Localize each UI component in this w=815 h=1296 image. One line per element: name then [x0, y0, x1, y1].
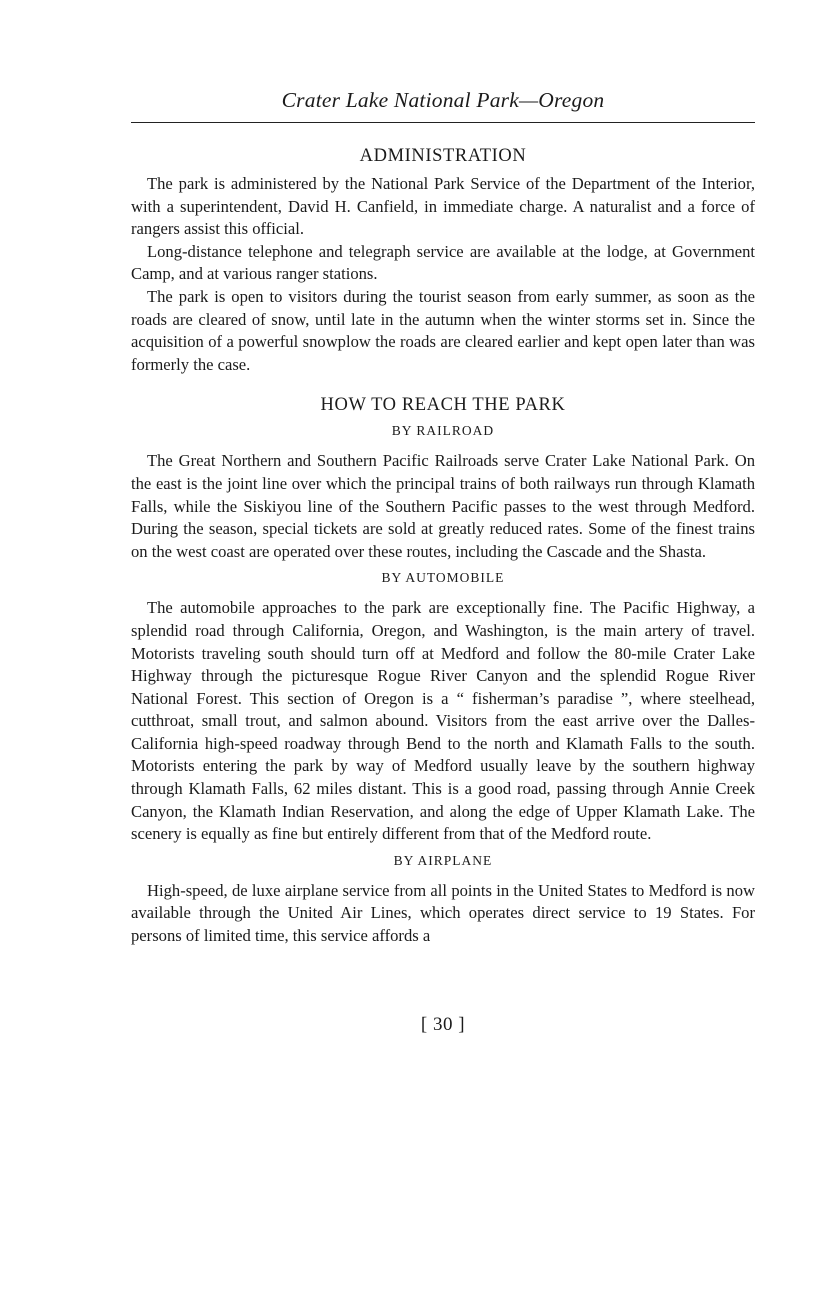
administration-paragraph-3: The park is open to visitors during the tourist season from early summer, as soon as the roads are cleared of snow, until late in the autumn when the winter storms set in. Since the acquisition of a powerful snowplow the roads are cleared earlier and kept open later than was formerly the case.: [131, 286, 755, 374]
header-rule: [131, 122, 755, 123]
administration-paragraph-1: The park is administered by the National Park Service of the Department of the Interior, with a superintendent, David H. Canfield, in immediate charge. A naturalist and a force of rangers assist this official.: [131, 174, 755, 239]
body-text: [131, 143, 755, 948]
by-railroad-subheading: BY RAILROAD: [391, 423, 495, 439]
running-head: Crater Lake National Park—Oregon: [281, 88, 605, 112]
by-railroad-paragraph: The Great Northern and Southern Pacific Railroads serve Crater Lake National Park. On the east is the joint line over which the principal trains of both railways run through Klamath Falls, while the Siskiyou line of the Southern Pacific passes to the west through Medford. During the season, special tickets are sold at greatly reduced rates. Some of the finest trains on the west coast are operated over these routes, including the Cascade and the Shasta.: [131, 451, 755, 561]
how-to-reach-heading: HOW TO REACH THE PARK: [320, 395, 566, 416]
by-airplane-paragraph: High-speed, de luxe airplane service from all points in the United States to Medford is now available through the United Air Lines, which operates direct service to 19 States. For persons of limited time, this service affords a: [131, 880, 755, 946]
by-airplane-subheading: BY AIRPLANE: [393, 852, 493, 868]
administration-paragraph-2: Long-distance telephone and telegraph service are available at the lodge, at Government Camp, and at various ranger stations.: [131, 241, 755, 284]
by-automobile-paragraph: The automobile approaches to the park are exceptionally fine. The Pacific Highway, a splendid road through California, Oregon, and Washington, is the main artery of travel. Motorists traveling south should turn off at Medford and follow the 80-mile Crater Lake Highway through the picturesque Rogue River Canyon and the splendid Rogue River National Forest. This section of Oregon is a “ fisherman’s paradise ”, where steelhead, cutthroat, small trout, and salmon abound. Visitors from the east arrive over the Dalles-California high-speed roadway through Bend to the north and Klamath Falls to the south. Motorists entering the park by way of Medford usually leave by the southern highway through Klamath Falls, 62 miles distant. This is a good road, passing through Annie Creek Canyon, the Klamath Indian Reservation, and along the edge of Upper Klamath Lake. The scenery is equally as fine but entirely different from that of the Medford route.: [131, 598, 755, 844]
administration-heading: ADMINISTRATION: [359, 146, 527, 166]
by-automobile-subheading: BY AUTOMOBILE: [381, 570, 505, 586]
page-number: [ 30 ]: [420, 1014, 466, 1035]
